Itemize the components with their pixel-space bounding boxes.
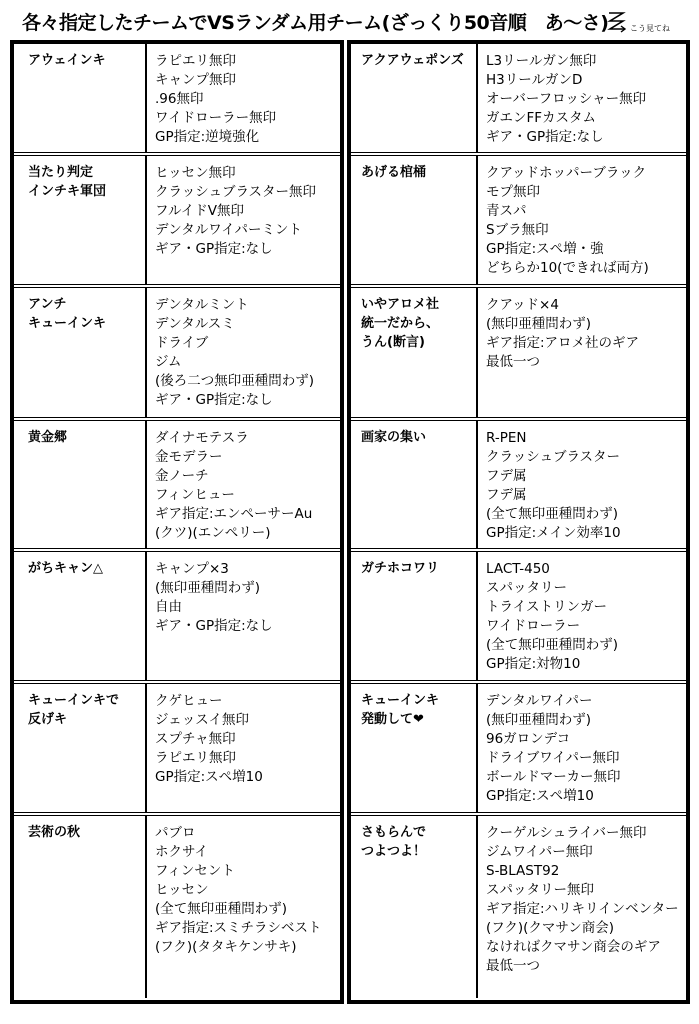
loadout-item: クラッシュブラスター [486,449,621,465]
team-row [351,284,686,417]
loadout-item: (無印亜種問わず) [486,712,592,728]
team-name: 当たり判定 インチキ軍団 [14,156,147,284]
team-name: アウェインキ [14,44,147,152]
loadout-item: ヒッセン無印 [155,165,236,181]
loadout-item: 96ガロンデコ [486,731,571,747]
loadout-item: なければクマサン商会のギア [486,939,661,955]
loadout-item: ドライブ [155,335,209,351]
team-loadout [147,288,340,417]
team-row [14,812,340,998]
loadout-item: ボールドマーカー無印 [486,769,621,785]
loadout-item: ギア指定:ハリキリインベンター [486,901,679,917]
team-name: がちキャン△ [14,552,147,680]
team-name: あげる棺桶 [351,156,478,284]
loadout-item: ジムワイパー無印 [486,844,593,860]
team-loadout [478,684,686,812]
team-name: 黄金郷 [14,421,147,548]
team-row [14,44,340,152]
loadout-item: フデ属 [486,468,527,484]
loadout-item: GP指定:スペ増・強 [486,241,604,257]
loadout-item: どちらか10(できれば両方) [486,260,649,276]
team-row [14,417,340,548]
loadout-item: フルイドV無印 [155,203,245,219]
loadout-item: ラピエリ無印 [155,53,236,69]
hint-text: こう見てね [630,24,670,33]
team-loadout [478,156,686,284]
loadout-item: ギア指定:エンペーサーAu [155,506,313,522]
loadout-item: (全て無印亜種問わず) [486,637,619,653]
team-loadout [147,552,340,680]
page-title: 各々指定したチームでVSランダム用チーム(ざっくり50音順 あ〜さ) [22,12,609,34]
team-loadout [478,44,686,152]
team-name: キューインキで 反げキ [14,684,147,812]
team-loadout [147,44,340,152]
loadout-item: ギア・GP指定:なし [155,618,273,634]
loadout-item: デンタルミント [155,297,249,313]
team-loadout [147,156,340,284]
loadout-item: 金ノーチ [155,468,209,484]
team-name: さもらんで つよつよ！ [351,816,478,998]
team-name: アクアウェポンズ [351,44,478,152]
loadout-item: 青スパ [486,203,527,219]
team-loadout [478,552,686,680]
loadout-item: LACT-450 [486,561,550,577]
loadout-item: (無印亜種問わず) [486,316,592,332]
loadout-item: .96無印 [155,91,204,107]
loadout-item: スパッタリー [486,580,567,596]
team-name: キューインキ 発動して❤ [351,684,478,812]
loadout-item: 金モデラー [155,449,223,465]
team-name: アンチ キューインキ [14,288,147,417]
loadout-item: ラピエリ無印 [155,750,236,766]
team-name: ガチホコワリ [351,552,478,680]
team-row [351,44,686,152]
loadout-item: ギア・GP指定:なし [486,129,604,145]
loadout-item: 最低一つ [486,958,540,974]
loadout-item: (無印亜種問わず) [155,580,261,596]
loadout-item: GP指定:スペ増10 [155,769,263,785]
loadout-item: クーゲルシュライバー無印 [486,825,647,841]
loadout-item: S-BLAST92 [486,863,560,879]
loadout-item: クラッシュブラスター無印 [155,184,317,200]
loadout-item: GP指定:メイン効率10 [486,525,621,541]
loadout-item: (全て無印亜種問わず) [155,901,288,917]
loadout-item: Sブラ無印 [486,222,549,238]
loadout-item: クアッドホッパーブラック [486,165,647,181]
loadout-item: 最低一つ [486,354,540,370]
loadout-item: GP指定:逆境強化 [155,129,260,145]
loadout-item: トライストリンガー [486,599,607,615]
loadout-item: H3リールガンD [486,72,583,88]
loadout-item: L3リールガン無印 [486,53,597,69]
loadout-item: ホクサイ [155,844,209,860]
loadout-item: フィンヒュー [155,487,235,503]
loadout-item: フデ属 [486,487,527,503]
team-name: 芸術の秋 [14,816,147,998]
left-team-table [10,40,344,1004]
reading-order-hint [606,10,670,34]
loadout-item: ジェッスイ無印 [155,712,249,728]
loadout-item: スプチャ無印 [155,731,236,747]
team-loadout [147,816,340,998]
loadout-item: ジム [155,354,182,370]
team-row [14,680,340,812]
team-name: いやアロメ社 統一だから、 うん(断言) [351,288,478,417]
loadout-item: スパッタリー無印 [486,882,594,898]
loadout-item: パブロ [155,825,196,841]
loadout-item: クゲヒュー [155,693,223,709]
loadout-item: ギア指定:スミチラシベスト [155,920,322,936]
team-row [351,548,686,680]
team-row [351,417,686,548]
loadout-item: クアッド×4 [486,297,559,313]
team-row [14,548,340,680]
loadout-item: R-PEN [486,430,527,446]
loadout-item: モプ無印 [486,184,540,200]
loadout-item: 自由 [155,599,182,615]
loadout-item: GP指定:スペ増10 [486,788,594,804]
team-row [351,680,686,812]
loadout-item: デンタルワイパーミント [155,222,303,238]
team-row [14,152,340,284]
loadout-item: ドライブワイパー無印 [486,750,620,766]
loadout-item: ヒッセン [155,882,209,898]
loadout-item: (フク)(クマサン商会) [486,920,614,936]
loadout-item: キャンプ無印 [155,72,236,88]
loadout-item: ワイドローラー [486,618,581,634]
team-loadout [147,684,340,812]
team-loadout [147,421,340,548]
loadout-item: キャンプ×3 [155,561,229,577]
loadout-item: ギア指定:アロメ社のギア [486,335,640,351]
loadout-item: デンタルワイパー [486,693,593,709]
team-loadout [478,421,686,548]
loadout-item: (クツ)(エンペリー) [155,525,271,541]
team-row [351,812,686,998]
team-name: 画家の集い [351,421,478,548]
loadout-item: ガエンFFカスタム [486,110,597,126]
loadout-item: オーバーフロッシャー無印 [486,91,647,107]
team-loadout [478,288,686,417]
team-row [14,284,340,417]
loadout-item: GP指定:対物10 [486,656,581,672]
right-team-table [347,40,690,1004]
loadout-item: フィンセント [155,863,235,879]
loadout-item: ダイナモテスラ [155,430,249,446]
loadout-item: (フク)(タタキケンサキ) [155,939,297,955]
z-order-arrow-icon [606,10,628,34]
loadout-item: (後ろ二つ無印亜種問わず) [155,373,315,389]
loadout-item: (全て無印亜種問わず) [486,506,619,522]
team-loadout [478,816,686,998]
loadout-item: デンタルスミ [155,316,235,332]
team-row [351,152,686,284]
loadout-item: ギア・GP指定:なし [155,392,273,408]
loadout-item: ギア・GP指定:なし [155,241,273,257]
loadout-item: ワイドローラー無印 [155,110,277,126]
